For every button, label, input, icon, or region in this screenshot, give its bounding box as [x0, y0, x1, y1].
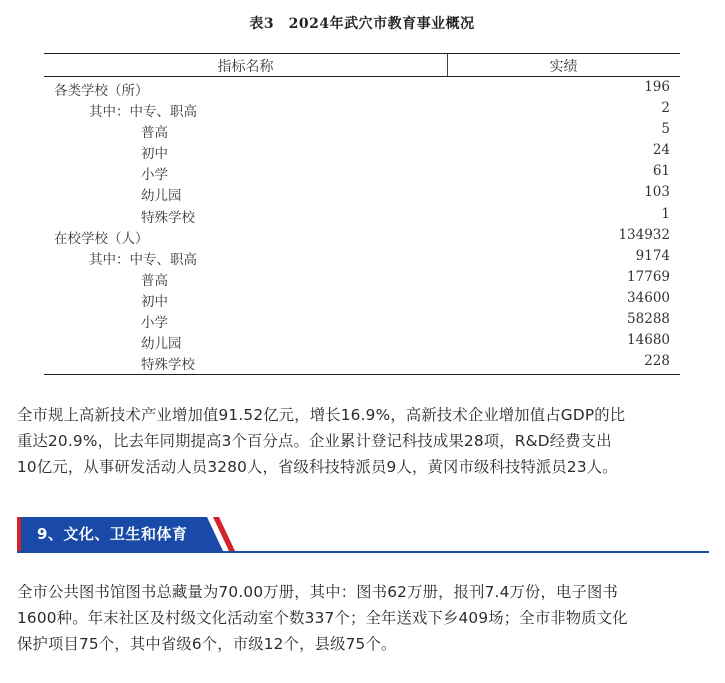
table-bottom-rule — [44, 374, 680, 375]
paragraph-line: 全市公共图书馆图书总藏量为70.00万册，其中：图书62万册，报刊7.4万份，电子图书 — [17, 583, 618, 601]
row-value: 14680 — [627, 332, 670, 349]
table-top-rule — [44, 53, 680, 54]
table-row — [44, 204, 680, 225]
table-row — [44, 288, 680, 309]
row-name: 幼儿园 — [141, 188, 182, 205]
paragraph-line: 保护项目75个，其中省级6个，市级12个，县级75个。 — [17, 635, 397, 653]
table-row — [44, 330, 680, 351]
row-value: 58288 — [627, 311, 670, 328]
table-row — [44, 246, 680, 267]
table-row — [44, 225, 680, 246]
table-title: 表3 2024年武穴市教育事业概况 — [249, 16, 475, 32]
table-body — [44, 77, 680, 372]
paragraph-line: 重达20.9%，比去年同期提高3个百分点。企业累计登记科技成果28项，R&D经费支出 — [17, 432, 612, 450]
table-row — [44, 309, 680, 330]
table-row — [44, 119, 680, 140]
row-name: 小学 — [141, 315, 168, 332]
row-value: 17769 — [627, 268, 670, 285]
row-value: 228 — [644, 353, 670, 370]
table-row — [44, 161, 680, 182]
header-indicator-name: 指标名称 — [217, 59, 274, 75]
section-accent-bar — [17, 517, 21, 551]
row-value: 34600 — [627, 289, 670, 306]
row-name: 其中：中专、职高 — [89, 251, 197, 268]
row-name: 在校学校（人） — [54, 230, 149, 247]
row-name: 初中 — [141, 293, 168, 310]
row-value: 9174 — [635, 247, 670, 264]
header-value: 实绩 — [549, 59, 578, 75]
table-row — [44, 98, 680, 119]
row-value: 196 — [644, 79, 670, 95]
row-value: 2 — [661, 100, 670, 117]
paragraph-line: 1600种。年末社区及村级文化活动室个数337个；全年送戏下乡409场；全市非物质文化 — [17, 609, 628, 627]
row-value: 24 — [652, 142, 670, 159]
section-underline — [17, 551, 709, 553]
row-name: 特殊学校 — [141, 209, 195, 226]
row-value: 134932 — [618, 226, 670, 243]
row-name: 初中 — [141, 146, 168, 163]
tech-paragraph — [17, 402, 709, 480]
paragraph-line: 10亿元，从事研发活动人员3280人，省级科技特派员9人，黄冈市级科技特派员23人。 — [17, 458, 618, 476]
row-value: 103 — [644, 184, 670, 201]
row-name: 小学 — [141, 167, 168, 184]
table-row — [44, 77, 680, 98]
section-slash-decoration — [213, 517, 243, 551]
row-name: 各类学校（所） — [54, 83, 149, 99]
row-value: 61 — [652, 163, 670, 180]
section-title: 9、文化、卫生和体育 — [37, 525, 188, 543]
row-name: 普高 — [141, 272, 168, 289]
table-row — [44, 182, 680, 203]
row-value: 1 — [661, 205, 670, 222]
table-row — [44, 351, 680, 372]
table-row — [44, 267, 680, 288]
row-value: 5 — [661, 121, 670, 138]
row-name: 幼儿园 — [141, 336, 182, 353]
paragraph-line: 全市规上高新技术产业增加值91.52亿元，增长16.9%，高新技术企业增加值占GDP的比 — [17, 406, 626, 424]
row-name: 普高 — [141, 125, 168, 142]
table-row — [44, 140, 680, 161]
row-name: 特殊学校 — [141, 357, 195, 374]
row-name: 其中：中专、职高 — [89, 104, 197, 121]
culture-paragraph — [17, 579, 709, 657]
section-header — [17, 517, 709, 553]
